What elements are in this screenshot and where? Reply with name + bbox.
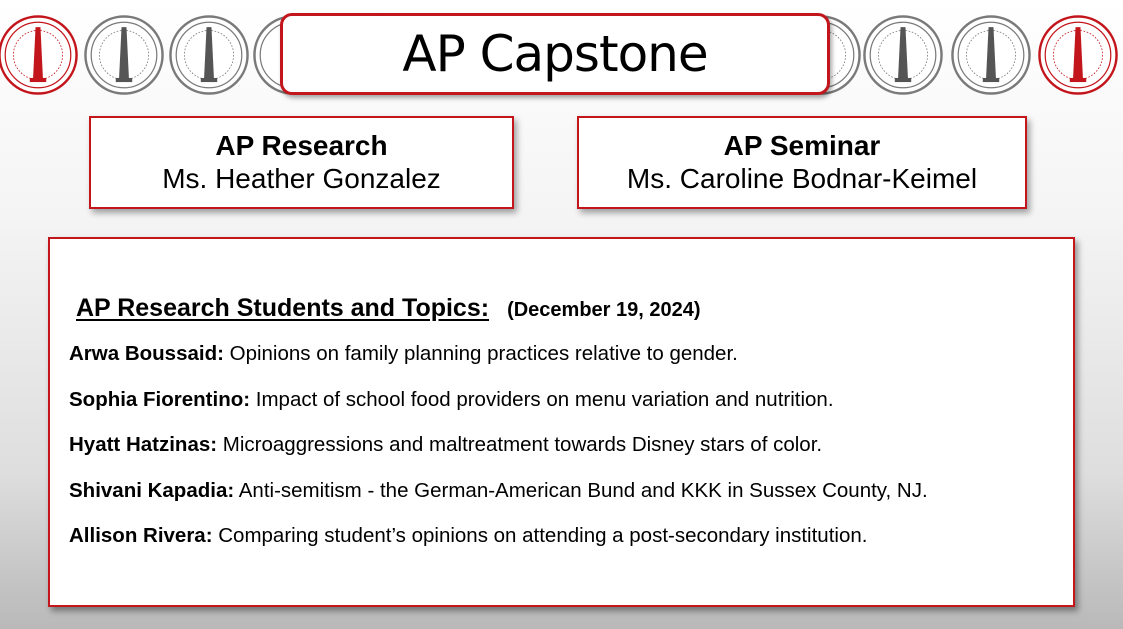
student-name: Allison Rivera: (69, 524, 213, 547)
student-name: Shivani Kapadia: (69, 478, 235, 502)
page-title: AP Capstone (402, 25, 708, 83)
teacher-name: Ms. Caroline Bodnar-Keimel (626, 162, 978, 194)
student-topic: Opinions on family planning practices relative to gender. (223, 342, 738, 365)
list-item (69, 434, 928, 456)
student-topic: Microaggressions and maltreatment towards Disney stars of color. (217, 433, 823, 456)
school-seal-icon (83, 14, 165, 96)
ap-seminar-teacher-card (577, 116, 1027, 209)
student-topic: Comparing student’s opinions on attending a post-secondary institution. (212, 524, 868, 547)
student-name: Arwa Boussaid: (69, 342, 224, 365)
school-seal-icon (0, 14, 79, 96)
student-name: Sophia Fiorentino: (69, 387, 251, 411)
student-name: Hyatt Hatzinas: (69, 433, 218, 456)
student-list (69, 343, 928, 571)
research-heading: AP Research Students and Topics: (76, 294, 490, 322)
teacher-name: Ms. Heather Gonzalez (162, 162, 441, 194)
student-topic: Anti-semitism - the German-American Bund and KKK in Sussex County, NJ. (234, 478, 928, 502)
list-item (69, 389, 928, 411)
school-seal-icon (1037, 14, 1119, 96)
research-heading-row (76, 294, 701, 323)
course-title: AP Seminar (723, 129, 881, 161)
research-students-panel (48, 237, 1075, 607)
research-date: (December 19, 2024) (507, 299, 701, 321)
course-title: AP Research (215, 129, 388, 161)
list-item (69, 343, 928, 365)
school-seal-icon (168, 14, 250, 96)
list-item (69, 525, 928, 547)
title-banner (280, 13, 830, 95)
student-topic: Impact of school food providers on menu variation and nutrition. (250, 387, 834, 411)
school-seal-icon (950, 14, 1032, 96)
list-item (69, 480, 928, 502)
school-seal-icon (862, 14, 944, 96)
ap-research-teacher-card (89, 116, 514, 209)
